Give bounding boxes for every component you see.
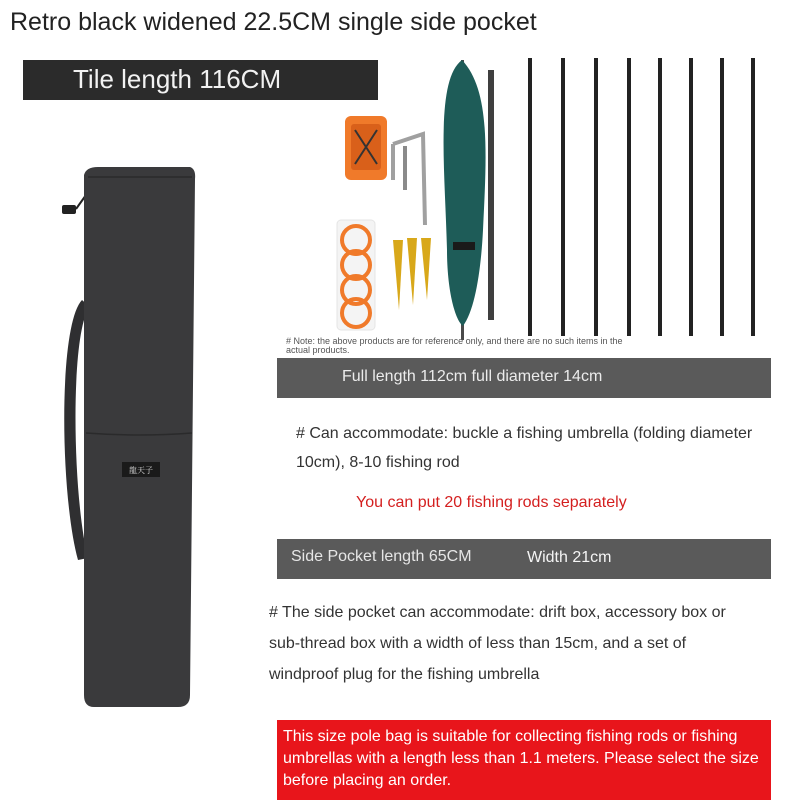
accessory-box-icon [345, 116, 387, 180]
capacity-text: # Can accommodate: buckle a fishing umbrella (folding diameter 10cm), 8-10 fishing rod [296, 425, 753, 471]
rod-count-text: You can put 20 fishing rods separately [356, 494, 627, 511]
page-title: Retro black widened 22.5CM single side pocket [10, 8, 537, 36]
full-length-label: Full length 112cm full diameter 14cm [342, 368, 603, 385]
side-pocket-length-label: Side Pocket length 65CM [291, 548, 472, 565]
bag-body [84, 167, 195, 707]
pole-bag-image [50, 165, 210, 715]
reference-note: # Note: the above products are for reference only, and there are no such items in the actual products. [286, 336, 623, 355]
side-pocket-capacity-text: # The side pocket can accommodate: drift box, accessory box or sub-thread box with a width of less than 15cm, and a set of windproof plug for the fishing umbrella [269, 604, 726, 683]
tile-length-label: Tile length 116CM [73, 64, 282, 94]
size-warning-text: This size pole bag is suitable for collecting fishing rods or fishing umbrellas with a length less than 1.1 meters. Please select the size before placing an order. [283, 728, 759, 789]
size-warning-box [277, 720, 771, 800]
side-pocket-width-label: Width 21cm [527, 549, 612, 566]
line-spools-icon [337, 220, 375, 330]
full-length-bar [277, 358, 771, 398]
products-image [285, 50, 775, 340]
fishing-umbrella-icon [444, 60, 494, 340]
bag-label-text: 龍天子 [129, 466, 153, 475]
zipper-pull [62, 205, 76, 214]
umbrella-pegs-icon [393, 238, 431, 310]
fishing-rods-icon [528, 58, 755, 336]
ground-stake-icon [393, 134, 425, 225]
side-pocket-bar [277, 539, 771, 579]
